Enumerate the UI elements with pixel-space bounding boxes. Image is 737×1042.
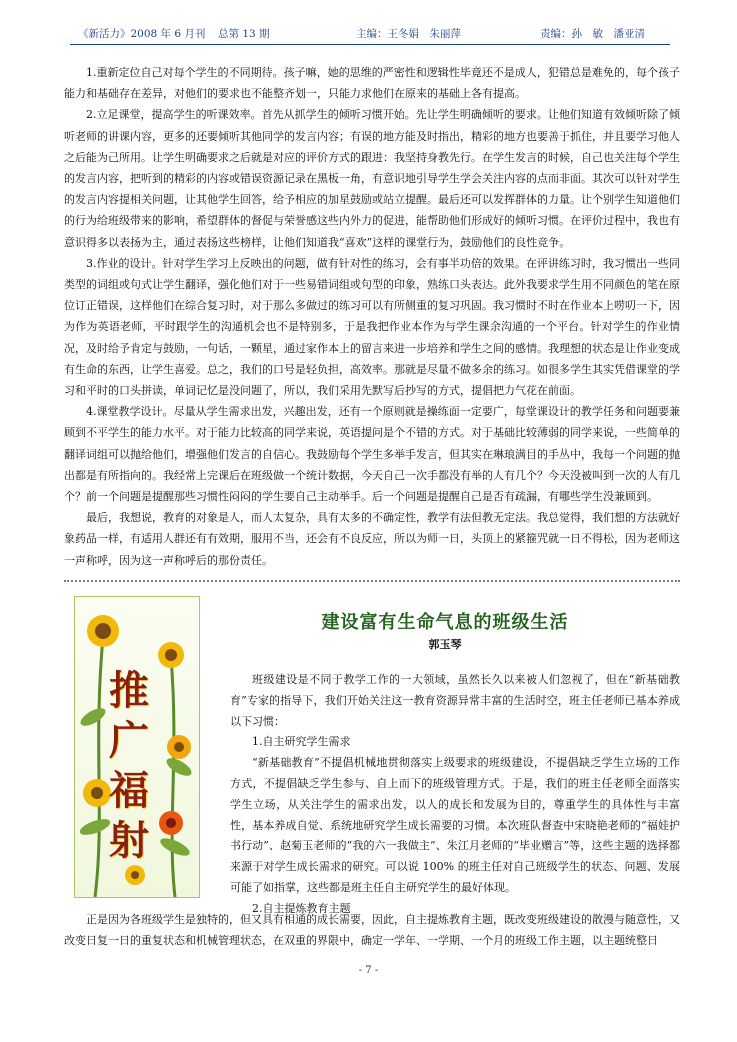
article-body-full-width — [64, 910, 680, 952]
previous-article-body — [64, 62, 680, 571]
paragraph: 1.重新定位自己对每个学生的不同期待。孩子嘛，她的思维的严密性和逻辑性毕竟还不是成人，犯错总是难免的，每个孩子能力和基础存在差异，对他们的要求也不能整齐划一，只能力求他们在原来的基础上各有提高。 — [64, 66, 680, 101]
deco-char: 射 — [109, 818, 149, 864]
journal-name: 《新活力》2008 年 6 月刊 — [78, 28, 206, 40]
paragraph: 班级建设是不同于教学工作的一大领域，虽然长久以来被人们忽视了，但在“新基础教育”专家的指导下，我们开始关注这一教育资源异常丰富的生活时空，班主任老师已基本养成以下习惯： — [230, 673, 680, 728]
chief-editors: 主编：王冬娟 朱丽萍 — [356, 28, 461, 40]
deco-char: 推 — [109, 668, 149, 714]
section-divider — [64, 580, 680, 582]
paragraph: 3.作业的设计。针对学生学习上反映出的问题，做有针对性的练习，会有事半功倍的效果。在评讲练习时，我习惯出一些同类型的词组或句式让学生翻译，强化他们对于一些易错词组或句型的印象，熟练口头表达。此外我要求学生用不同颜色的笔在原位订正错误，这样他们在综合复习时，对于那么多做过的练习可以有所侧重的复习巩固。我习惯时不时在作业本上唠叨一下，因为作为英语老师，平时跟学生的沟通机会也不是特别多，于是我把作业本作为与学生课余沟通的一个平台。针对学生的作业情况，及时给予肯定与鼓励，一句话，一颗星，通过家作本上的留言来进一步培养和学生之间的感情。我理想的状态是让作业变成有生命的东西，让学生喜爱。总之，我们的口号是轻负担，高效率。那就是尽量不做多余的练习。如很多学生其实凭借课堂的学习和平时的口头拼读，单词记忆是没问题了，所以，我们采用先默写后抄写的方式，提倡把力气花在前面。 — [64, 256, 680, 398]
article-author: 郭玉琴 — [428, 638, 462, 651]
paragraph: “新基础教育”不提倡机械地贯彻落实上级要求的班级建设，不提倡缺乏学生立场的工作方式，不提倡缺乏学生参与、自上而下的班级管理方式。于是，我们的班主任老师全面落实学生立场，从关注学生的需求出发，以人的成长和发展为目的，尊重学生的具体性与丰富性，基本养成自觉、系统地研究学生成长需要的习惯。本次班队督查中宋晓艳老师的“福娃护书行动”、赵菊玉老师的“我的六一我做主”、朱江月老师的“毕业赠言”等，这些主题的选择都来源于对学生成长需求的研究。可以说 100% 的班主任对自己班级学生的状态、问题、发展可能了如指掌，这些都是班主任自主研究学生的最好体现。 — [230, 756, 680, 894]
deco-char: 广 — [109, 718, 149, 764]
paragraph: 4.课堂教学设计。尽量从学生需求出发，兴趣出发，还有一个原则就是操练面一定要广，每堂课设计的教学任务和问题要兼顾到不平学生的能力水平。对于能力比较高的同学来说，英语提问是个不错的方式。对于基础比较薄弱的同学来说，一些简单的翻译词组可以抛给他们，增强他们发言的自信心。我鼓励每个学生多举手发言，但其实在琳琅满目的手丛中，我每一个问题的抛出都是有所指向的。我经常上完课后在班级做一个统计数据，今天自己一次手都没有举的人有几个？今天没被叫到一次的人有几个？前一个问题是提醒那些习惯性闷闷的学生要自己主动举手。后一个问题是提醒自己是否有疏漏，有哪些学生没兼顾到。 — [64, 405, 680, 504]
page-number: - 7 - — [358, 965, 379, 976]
sunflower-decoration — [74, 596, 200, 898]
deco-char: 福 — [109, 768, 149, 814]
paragraph: 最后，我想说，教育的对象是人，而人太复杂，具有太多的不确定性，教学有法但教无定法。我总觉得，我们想的方法就好象药品一样，有适用人群还有有效期，服用不当，还会有不良反应，所以为师一日，头顶上的紧箍咒就一日不得松，因为老师这一声称呼，因为这一声称呼后的那份责任。 — [64, 511, 680, 567]
paragraph: 2.立足课堂，提高学生的听课效率。首先从抓学生的倾听习惯开始。先让学生明确倾听的要求。让他们知道有效倾听除了倾听老师的讲课内容，更多的还要倾听其他同学的发言内容；有误的地方能及时指出，精彩的地方也要善于抓住，并且要学习他人之后能为己所用。让学生明确要求之后就是对应的评价方式的跟进：我坚持身教先行。在学生发言的时候，自己也关注每个学生的发言内容，把听到的精彩的内容或错误资源记录在黑板一角，有意识地引导学生学会关注内容的点而非面。其次可以针对学生的发言内容提相关问题，让其他学生回答，给予相应的加星鼓励或站立提醒。最后还可以发挥群体的力量。让个别学生知道他们的行为给班级带来的影响，希望群体的督促与荣誉感这些内外力的促进，能帮助他们形成好的倾听习惯。在评价过程中，我也有意识得多以表扬为主，通过表扬这些榜样，让他们知道我“喜欢”这样的课堂行为，鼓励他们的良性竞争。 — [64, 108, 680, 249]
responsible-editors: 责编：孙 敏 潘亚清 — [540, 28, 645, 40]
header-rule — [70, 44, 670, 45]
page-header — [70, 26, 670, 42]
article-title: 建设富有生命气息的班级生活 — [321, 612, 569, 633]
issue-number: 总第 13 期 — [218, 28, 270, 40]
subheading: 2.自主提炼教育主题 — [252, 901, 351, 915]
article-body — [230, 670, 680, 920]
paragraph: 正是因为各班级学生是独特的，但又具有相通的成长需要，因此，自主提炼教育主题，既改变班级建设的散漫与随意性，又改变日复一日的重复状态和机械管理状态，在双重的界限中，确定一学年、一学期、一个月的班级工作主题，以主题统整日 — [64, 913, 680, 947]
subheading: 1.自主研究学生需求 — [252, 735, 351, 749]
